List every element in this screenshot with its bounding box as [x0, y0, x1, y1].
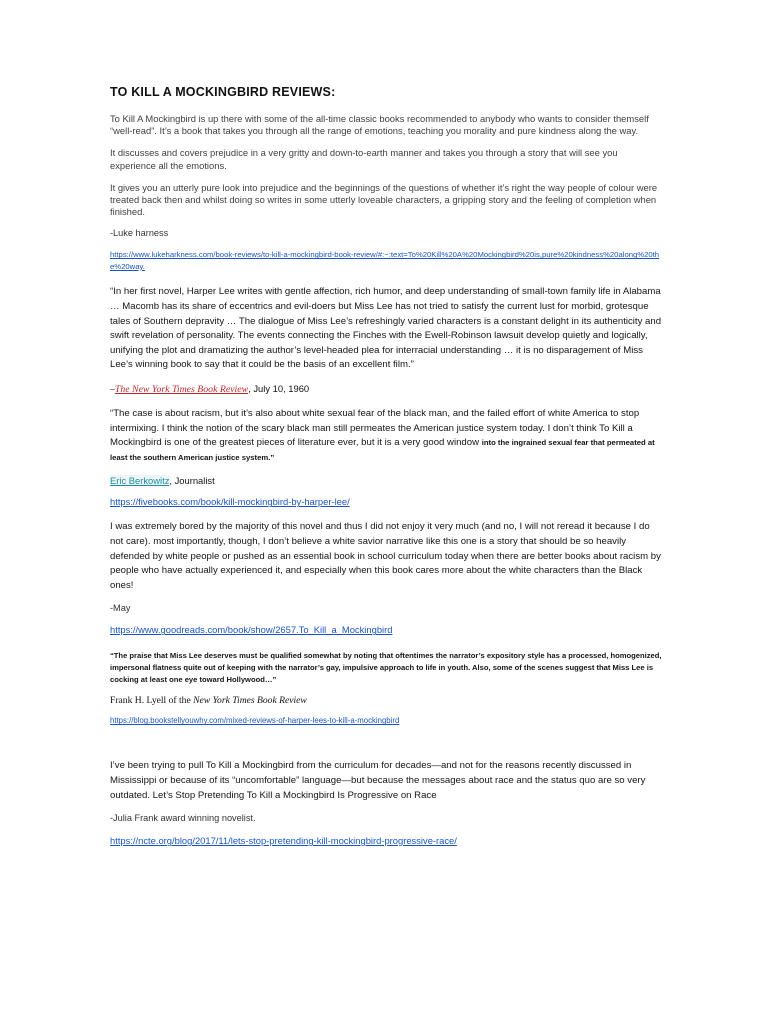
review-5-link[interactable]: https://blog.bookstellyouwhy.com/mixed-reviews-of-harper-lees-to-kill-a-mockingbird	[110, 716, 400, 726]
review-5-author-prefix: Frank H. Lyell of the	[110, 695, 194, 707]
review-6-link[interactable]: https://ncte.org/blog/2017/11/lets-stop-pretending-kill-mockingbird-progressive-race/	[110, 835, 457, 847]
document-page	[110, 85, 662, 859]
review-4-author: -May	[110, 603, 131, 614]
review-3-quote	[110, 407, 662, 465]
review-5-author-pub: New York Times Book Review	[193, 695, 307, 707]
page-title: TO KILL A MOCKINGBIRD REVIEWS:	[110, 85, 336, 99]
review-1-paragraph-2: It discusses and covers prejudice in a very gritty and down-to-earth manner and takes you through a story that will see you experience all the emotions.	[110, 147, 618, 171]
review-2-citation	[110, 383, 662, 395]
review-4-text: I was extremely bored by the majority of this novel and thus I did not enjoy it very much (and no, I will not reread it because I do not care). most importantly, though, I don’t believe a white savior narrative like this one is a story that should be so heavily defended by white people or pushed as an essential book in school curriculum today when there are better books about racism by people who have actually experienced it, and especially when this book cares more about the white characters than the Black ones!	[110, 521, 661, 591]
review-6-text: I’ve been trying to pull To Kill a Mockingbird from the curriculum for decades—and not for the reasons recently discussed in Mississippi or because of its “uncomfortable” language—but because the messages about race and the status quo are so very outdated. Let’s Stop Pretending To Kill a Mockingbird Is Progressive on Race	[110, 760, 646, 801]
review-2-quote: “In her first novel, Harper Lee writes with gentle affection, rich humor, and deep understanding of small-town family life in Alabama … Macomb has its share of eccentrics and evil-doers but Miss Lee has not tried to satisfy the current lust for morbid, grotesque tales of Southern depravity … The dialogue of Miss Lee’s refreshingly varied characters is a constant delight in its authenticity and swift revelation of personality. The events connecting the Finches with the Ewell-Robinson lawsuit develop quietly and logically, unifying the plot and dramatizing the author’s level-headed plea for interracial understanding … it is no disparagement of Miss Lee’s winning book to say that it could be the basis of an excellent film.”	[110, 286, 662, 371]
review-3-quote-small: into the ingrained sexual fear that permeated at least the southern American justice system.”	[110, 438, 655, 462]
review-3-author-line	[110, 475, 662, 486]
review-2-date: , July 10, 1960	[248, 382, 310, 394]
review-3-author-role: , Journalist	[169, 475, 215, 487]
review-5-quote: “The praise that Miss Lee deserves must be qualified somewhat by noting that oftentimes the narrator’s expository style has a processed, homogenized, impersonal flatness quite out of keeping with the narrator’s gay, impulsive approach to life in youth. Also, some of the scenes suggest that Miss Lee is cocking at least one eye toward Hollywood…”	[110, 651, 662, 685]
review-5-author-line	[110, 695, 662, 706]
review-3-author-link[interactable]: Eric Berkowitz	[110, 475, 170, 487]
review-2-source-link[interactable]: The New York Times Book Review	[114, 383, 249, 395]
review-3-quote-main: “The case is about racism, but it’s also about white sexual fear of the black man, and the failed effort of white America to stop intermixing. I think the notion of the scary black man still permeates the American justice system today. I don’t think To Kill a Mockingbird is one of the greatest pieces of literature ever, but it is a very good window	[110, 407, 640, 449]
review-4-link[interactable]: https://www.goodreads.com/book/show/2657.To_Kill_a_Mockingbird	[110, 624, 393, 636]
review-3-link[interactable]: https://fivebooks.com/book/kill-mockingbird-by-harper-lee/	[110, 496, 350, 508]
review-6-author: -Julia Frank award winning novelist.	[110, 813, 256, 824]
review-1-link[interactable]: https://www.lukeharkness.com/book-reviews/to-kill-a-mockingbird-book-review/#:~:text=To%20Kill%20A%20Mockingbird%20is,pure%20kindness%20along%20the%20way.	[110, 250, 660, 271]
review-2-dash: –	[110, 383, 115, 395]
review-1-author: -Luke harness	[110, 228, 169, 239]
review-1-paragraph-3: It gives you an utterly pure look into prejudice and the beginnings of the questions of whether it’s right the way people of colour were treated back then and whilst doing so writes in some utterly loveable characters, a gripping story and the feeling of completion when finished.	[110, 181, 658, 218]
review-1-paragraph-1: To Kill A Mockingbird is up there with some of the all-time classic books recommended to anybody who wants to consider themself “well-read”. It’s a book that takes you through all the range of emotions, teaching you morality and pure kindness along the way.	[110, 113, 649, 137]
